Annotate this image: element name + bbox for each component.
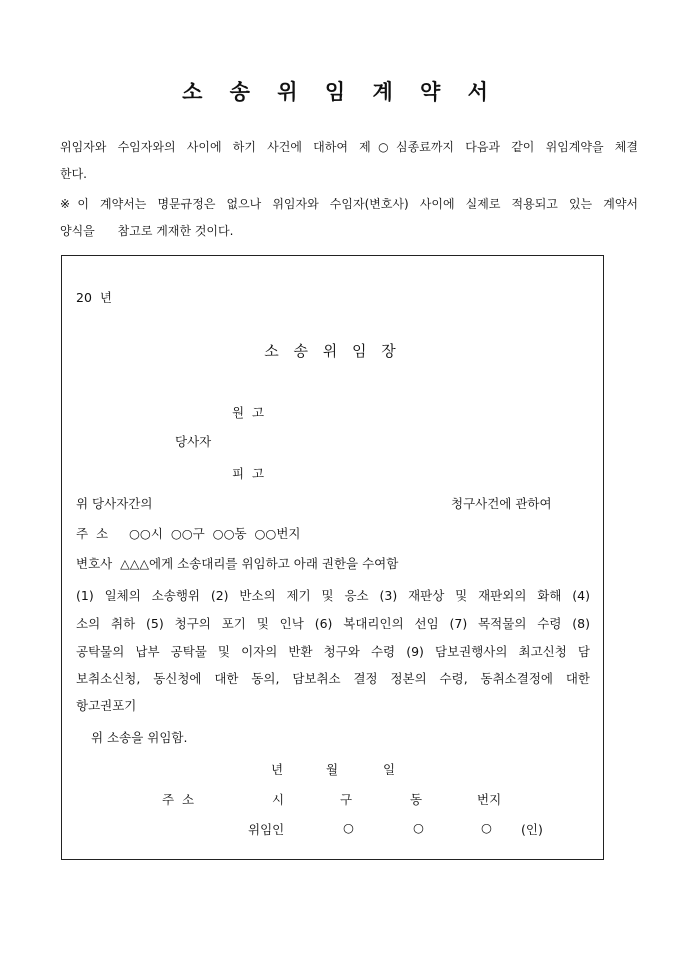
signer-mark-3: ○: [481, 820, 492, 835]
plaintiff-label: 원 고: [232, 405, 265, 420]
signer-mark-2: ○: [413, 820, 424, 835]
party-label: 당사자: [175, 434, 212, 449]
date-day: 일: [383, 762, 396, 777]
powers-line-2: 소의 취하 (5) 청구의 포기 및 인낙 (6) 복대리인의 선임 (7) 목적물의 수령 (8): [76, 616, 590, 631]
note-line-1: ※이 계약서는 명문규정은 없으나 위임자와 수임자(변호사) 사이에 실제로 적용되고 있는 계약서: [60, 197, 638, 211]
powers-line-5: 항고권포기: [76, 698, 137, 713]
claim-case-text: 청구사건에 관하여: [451, 496, 552, 511]
note-line-2: 양식을 참고로 게재한 것이다.: [60, 224, 234, 238]
signer-mark-1: ○: [343, 820, 354, 835]
intro-line-2: 한다.: [60, 167, 87, 181]
between-parties-text: 위 당사자간의: [76, 496, 153, 511]
form-year: 20 년: [76, 290, 112, 305]
address2-si: 시: [272, 792, 285, 807]
defendant-label: 피 고: [232, 466, 265, 481]
powers-line-1: (1) 일체의 소송행위 (2) 반소의 제기 및 응소 (3) 재판상 및 재판외의 화해 (4): [76, 588, 590, 603]
powers-line-4: 보취소신청, 동신청에 대한 동의, 담보취소 결정 정본의 수령, 동취소결정에 대한: [76, 671, 590, 686]
address-label: 주 소: [76, 526, 109, 541]
address-value: ○○시 ○○구 ○○동 ○○번지: [129, 526, 301, 541]
address2-bunji: 번지: [477, 792, 502, 807]
address2-dong: 동: [410, 792, 423, 807]
document-title: 소 송 위 임 계 약 서: [182, 79, 498, 104]
delegation-text: 변호사 △△△에게 소송대리를 위임하고 아래 권한을 수여함: [76, 556, 399, 571]
date-month: 월: [326, 762, 339, 777]
address2-label: 주 소: [162, 792, 195, 807]
signer-seal: (인): [521, 822, 543, 837]
date-year: 년: [271, 762, 284, 777]
powers-line-3: 공탁물의 납부 공탁물 및 이자의 반환 청구와 수령 (9) 담보권행사의 최고신청 담: [76, 644, 590, 659]
closing-text: 위 소송을 위임함.: [91, 730, 188, 745]
intro-line-1: 위임자와 수임자와의 사이에 하기 사건에 대하여 제○심종료까지 다음과 같이 위임계약을 체결: [60, 140, 638, 154]
address2-gu: 구: [340, 792, 353, 807]
form-heading: 소 송 위 임 장: [264, 342, 401, 360]
signer-label: 위임인: [248, 822, 285, 837]
